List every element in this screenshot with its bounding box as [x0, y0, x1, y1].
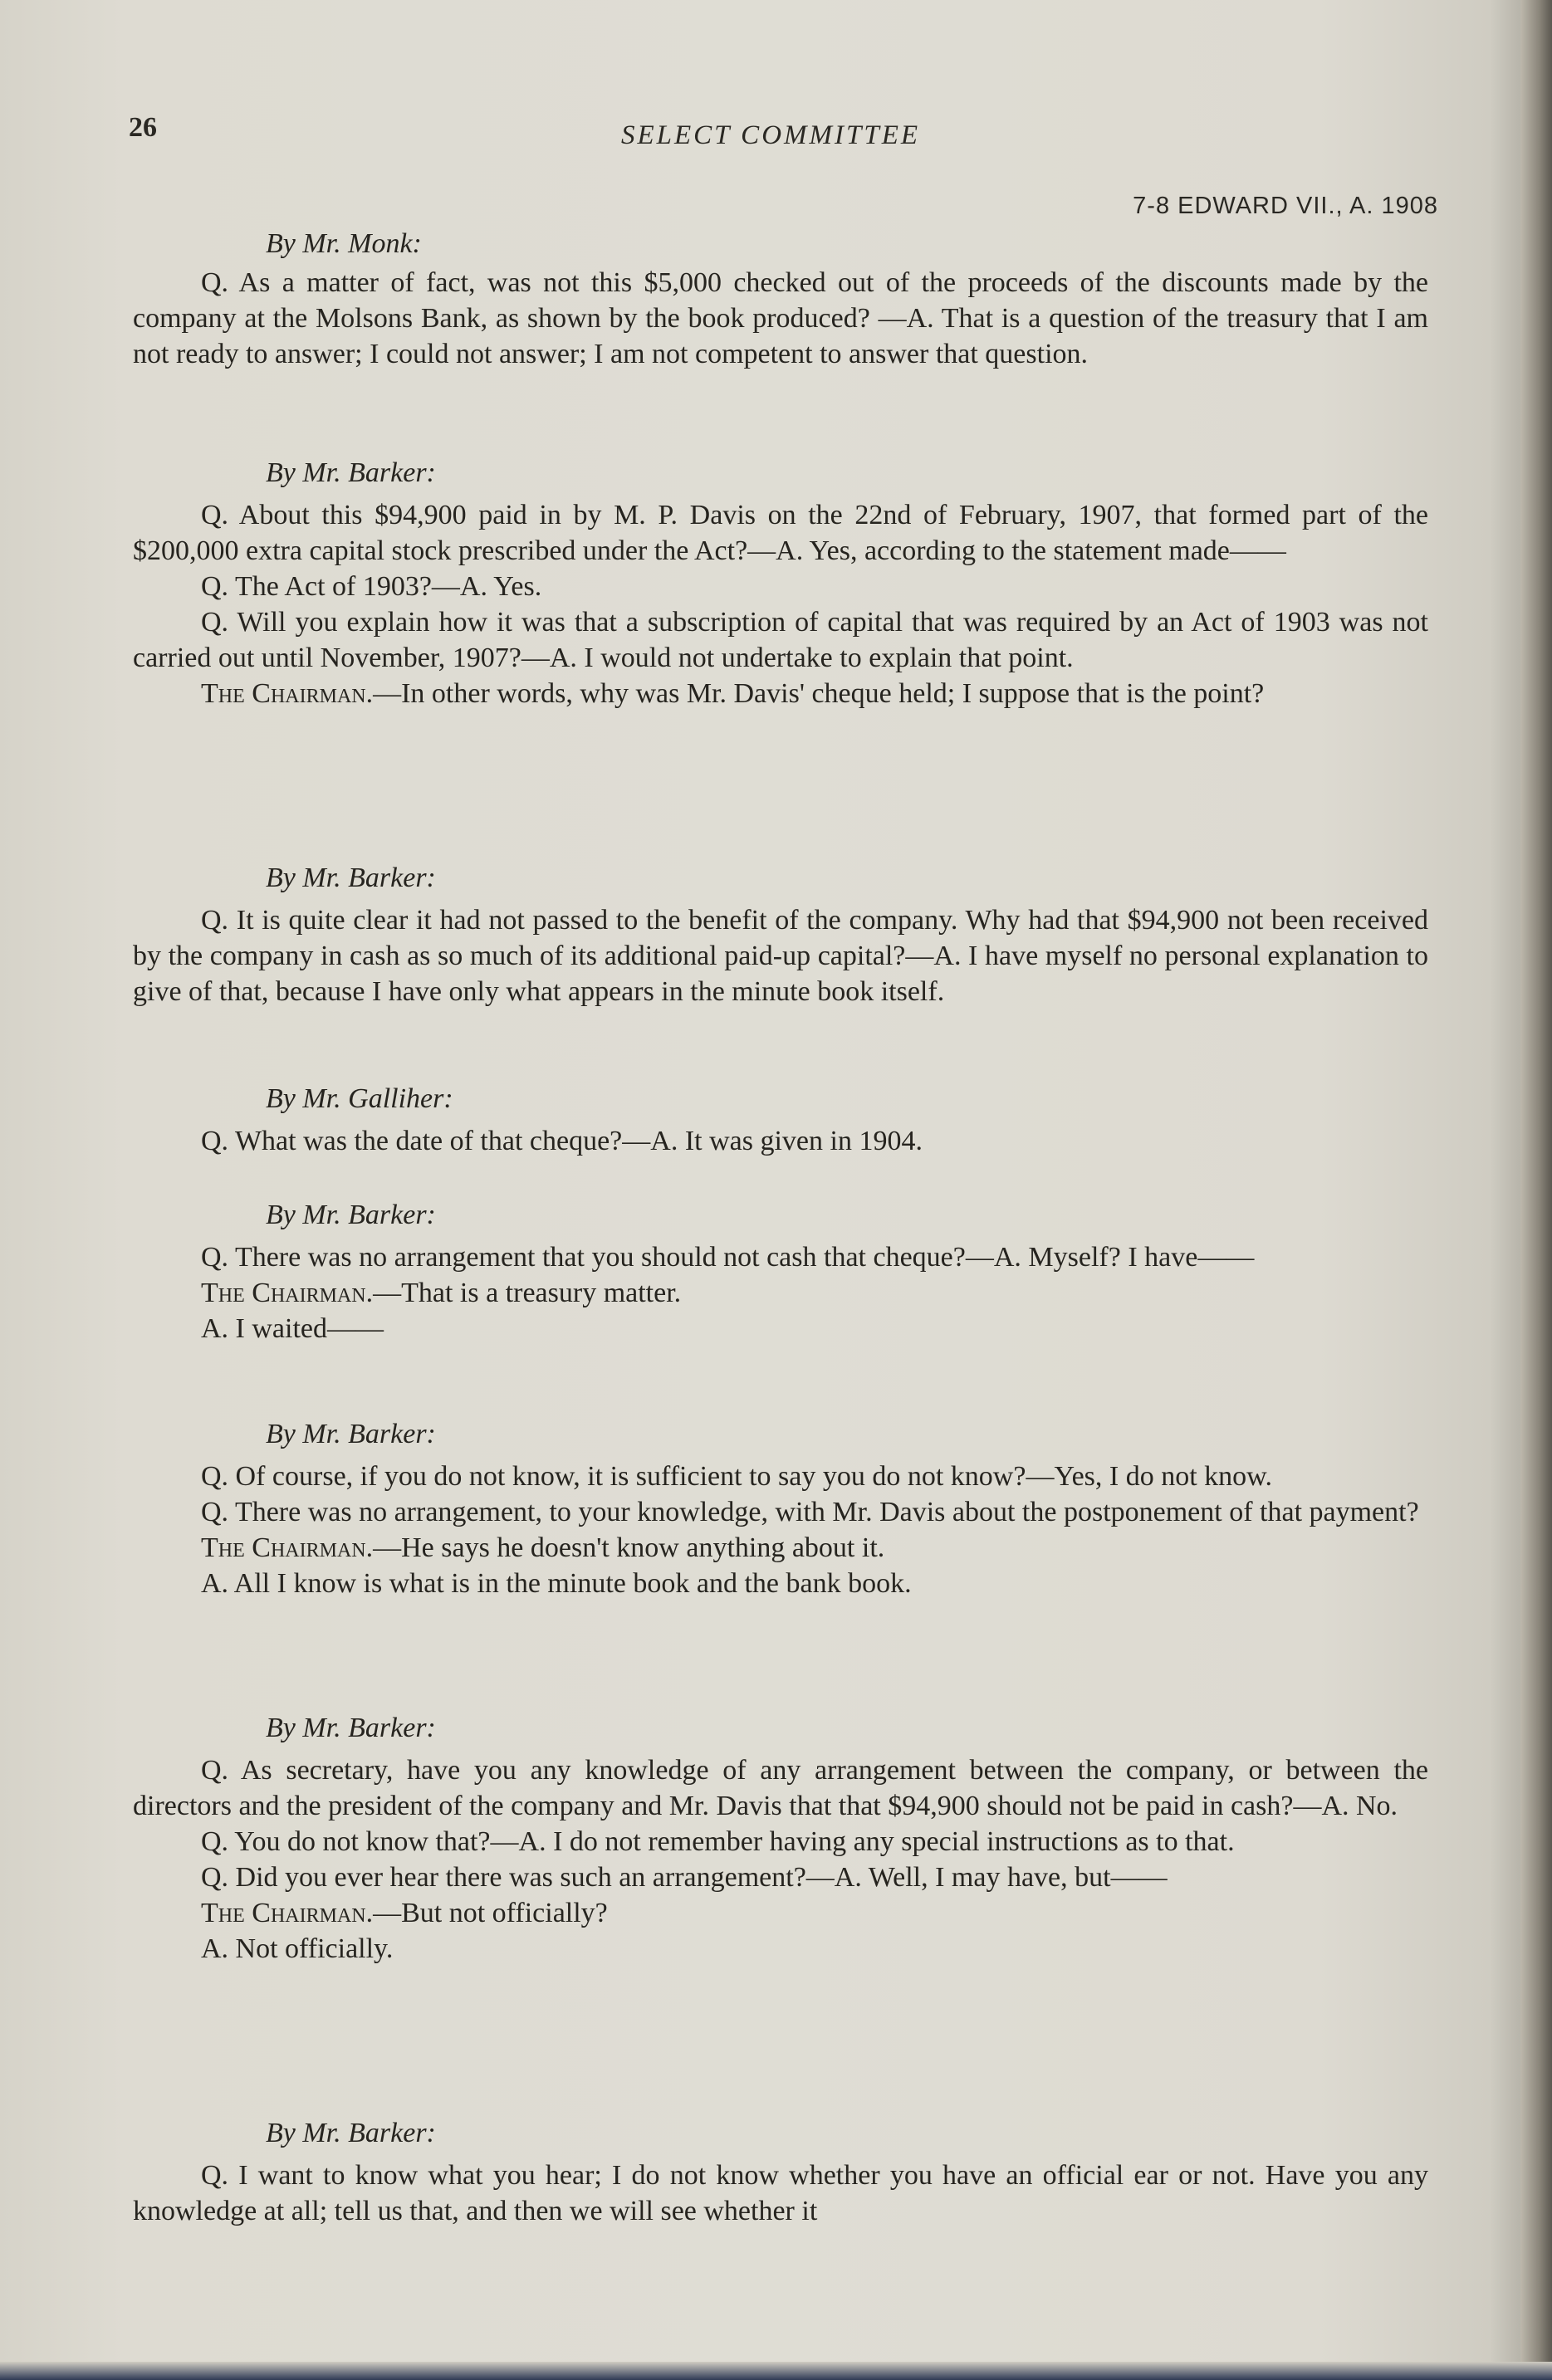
speaker-heading: By Mr. Galliher:: [266, 1083, 453, 1114]
speaker-heading: By Mr. Barker:: [266, 1200, 436, 1230]
section-barker-2: [133, 860, 1428, 1009]
paragraph: Q. The Act of 1903?—A. Yes.: [201, 571, 542, 602]
page-bottom-edge: [0, 2362, 1552, 2380]
paragraph: Q. About this $94,900 paid in by M. P. Davis on the 22nd of February, 1907, that formed part of the $200,000 extra capital stock prescribed under the Act?—A. Yes, according to the statement made——: [133, 500, 1428, 566]
section-barker-5: [133, 1710, 1428, 1967]
speaker-heading: By Mr. Barker:: [266, 2118, 436, 2148]
paragraph: The Chairman.—But not officially?: [201, 1898, 608, 1928]
paragraph: Q. As secretary, have you any knowledge of any arrangement between the company, or between the directors and the president of the company and Mr. Davis that that $94,900 should not be paid in cash?—A. No.: [133, 1755, 1428, 1821]
paragraph: Q. Of course, if you do not know, it is sufficient to say you do not know?—Yes, I do not know.: [201, 1461, 1273, 1492]
paragraph: Q. Did you ever hear there was such an arrangement?—A. Well, I may have, but——: [201, 1862, 1168, 1893]
paragraph: The Chairman.—That is a treasury matter.: [201, 1278, 682, 1308]
page-number: 26: [129, 112, 157, 143]
speaker-heading: By Mr. Barker:: [266, 863, 436, 893]
paragraph: Q. I want to know what you hear; I do not know whether you have an official ear or not. Have you any knowledge at all; tell us that, and then we will see whether it: [133, 2160, 1428, 2226]
paragraph: A. All I know is what is in the minute book and the bank book.: [201, 1568, 912, 1599]
section-monk: [133, 226, 1428, 372]
paragraph: Q. It is quite clear it had not passed to the benefit of the company. Why had that $94,900 not been received by the company in cash as so much of its additional paid-up capital?—A. I have myself no personal explanation to give of that, because I have only what appears in the minute book itself.: [133, 905, 1428, 1007]
paragraph: A. I waited——: [201, 1313, 384, 1344]
edition-line: 7-8 EDWARD VII., A. 1908: [1133, 193, 1438, 219]
paragraph: A. Not officially.: [201, 1933, 394, 1964]
book-spine-shadow: [1520, 0, 1552, 2380]
paragraph: Q. There was no arrangement, to your knowledge, with Mr. Davis about the postponement of that payment?: [201, 1497, 1419, 1527]
section-barker-1: [133, 455, 1428, 711]
speaker-heading: By Mr. Barker:: [266, 1419, 436, 1449]
speaker-heading: By Mr. Barker:: [266, 457, 436, 488]
section-galliher: [133, 1081, 1428, 1159]
section-barker-6: [133, 2115, 1428, 2229]
paragraph: The Chairman.—In other words, why was Mr. Davis' cheque held; I suppose that is the point?: [201, 678, 1265, 709]
chairman-label: The Chairman: [201, 1898, 366, 1928]
paragraph: The Chairman.—He says he doesn't know anything about it.: [201, 1532, 885, 1563]
speaker-heading: By Mr. Barker:: [266, 1713, 436, 1743]
speaker-heading: By Mr. Monk:: [266, 228, 422, 259]
chairman-label: The Chairman: [201, 1532, 366, 1563]
paragraph: Q. You do not know that?—A. I do not remember having any special instructions as to that.: [201, 1826, 1235, 1857]
section-barker-3: [133, 1197, 1428, 1346]
paragraph: Q. What was the date of that cheque?—A. It was given in 1904.: [201, 1126, 923, 1156]
paragraph: Q. As a matter of fact, was not this $5,000 checked out of the proceeds of the discounts made by the company at the Molsons Bank, as shown by the book produced? —A. That is a question of the treasury that I am not ready to answer; I could not answer; I am not competent to answer that question.: [133, 267, 1428, 369]
section-barker-4: [133, 1416, 1428, 1601]
paragraph: Q. There was no arrangement that you should not cash that cheque?—A. Myself? I have——: [201, 1242, 1255, 1273]
paragraph: Q. Will you explain how it was that a subscription of capital that was required by an Act of 1903 was not carried out until November, 1907?—A. I would not undertake to explain that point.: [133, 607, 1428, 673]
chairman-label: The Chairman: [201, 1278, 366, 1308]
running-head: SELECT COMMITTEE: [621, 120, 921, 150]
chairman-label: The Chairman: [201, 678, 366, 709]
